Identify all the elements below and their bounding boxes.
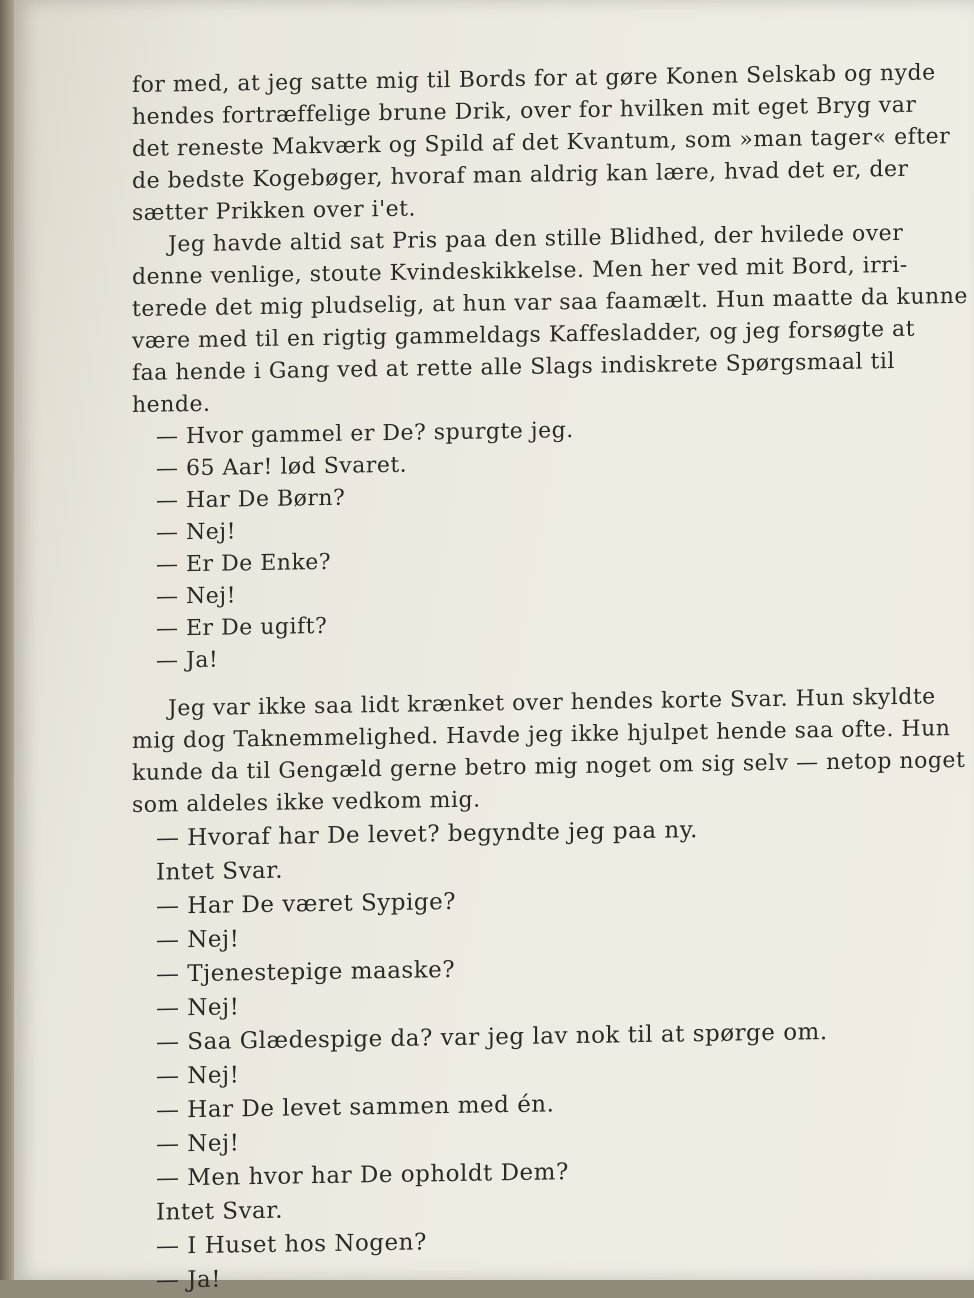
paragraph-3 — [132, 681, 972, 822]
dialog-block-2 — [132, 809, 972, 1298]
dialog-line: Intet Svar. — [156, 1197, 284, 1226]
paragraph-1 — [132, 57, 972, 230]
dialog-line: — 65 Aar! lød Svaret. — [156, 452, 408, 482]
text-line: denne venlige, stoute Kvindeskikkelse. Men her ved mit Bord, irri- — [132, 252, 908, 290]
dialog-line: — Nej! — [156, 926, 240, 954]
text-line: for med, at jeg satte mig til Bords for at gøre Konen Selskab og nyde — [132, 60, 936, 98]
text-line: Jeg havde altid sat Pris paa den stille Blidhed, der hvilede over — [168, 220, 904, 258]
dialog-line: — Ja! — [156, 1266, 221, 1294]
text-line: være med til en rigtig gammeldags Kaffesladder, og jeg forsøgte at — [132, 316, 915, 354]
text-line: kunde da til Gengæld gerne betro mig noget om sig selv — netop noget — [132, 747, 966, 786]
text-line: terede det mig pludselig, at hun var saa faamælt. Hun maatte da kunne — [132, 283, 968, 322]
dialog-line: — Nej! — [156, 583, 236, 610]
paragraph-2 — [132, 217, 972, 422]
dialog-line: — Har De levet sammen med én. — [156, 1091, 555, 1124]
text-line: det reneste Makværk og Spild af det Kvantum, som »man tager« efter — [132, 124, 951, 162]
dialog-line: — Nej! — [156, 1062, 240, 1090]
dialog-line: — Ja! — [156, 647, 219, 674]
dialog-line: — Hvoraf har De levet? begyndte jeg paa ny. — [156, 817, 698, 852]
text-line: hende. — [132, 391, 211, 418]
dialog-line: — Har De været Sypige? — [156, 888, 457, 920]
dialog-line: — Men hvor har De opholdt Dem? — [156, 1159, 569, 1192]
dialog-line: — Nej! — [156, 994, 240, 1022]
dialog-line: — Nej! — [156, 519, 236, 546]
text-line: Jeg var ikke saa lidt krænket over hendes korte Svar. Hun skyldte — [168, 684, 936, 722]
dialog-line: — Har De Børn? — [156, 485, 346, 514]
dialog-line: Intet Svar. — [156, 857, 284, 886]
dialog-line: — Hvor gammel er De? spurgte jeg. — [156, 418, 574, 450]
text-line: sætter Prikken over i'et. — [132, 196, 417, 226]
dialog-line: — Er De Enke? — [156, 549, 332, 578]
dialog-line: — Saa Glædespige da? var jeg lav nok til at spørge om. — [156, 1019, 828, 1056]
text-line: hendes fortræffelige brune Drik, over for hvilken mit eget Bryg var — [132, 92, 917, 130]
dialog-line: — I Huset hos Nogen? — [156, 1229, 427, 1260]
text-line: mig dog Taknemmelighed. Havde jeg ikke hjulpet hende saa ofte. Hun — [132, 716, 951, 754]
text-line: faa hende i Gang ved at rette alle Slags indiskrete Spørgsmaal til — [132, 349, 895, 386]
dialog-line: — Nej! — [156, 1130, 240, 1158]
dialog-line: — Tjenestepige maaske? — [156, 956, 456, 988]
text-line: de bedste Kogebøger, hvoraf man aldrig kan lære, hvad det er, der — [132, 156, 909, 194]
dialog-block-1 — [132, 409, 972, 678]
page-text — [132, 57, 972, 1298]
dialog-line: — Er De ugift? — [156, 613, 328, 642]
book-page — [14, 0, 974, 1294]
text-line: som aldeles ikke vedkom mig. — [132, 787, 481, 818]
